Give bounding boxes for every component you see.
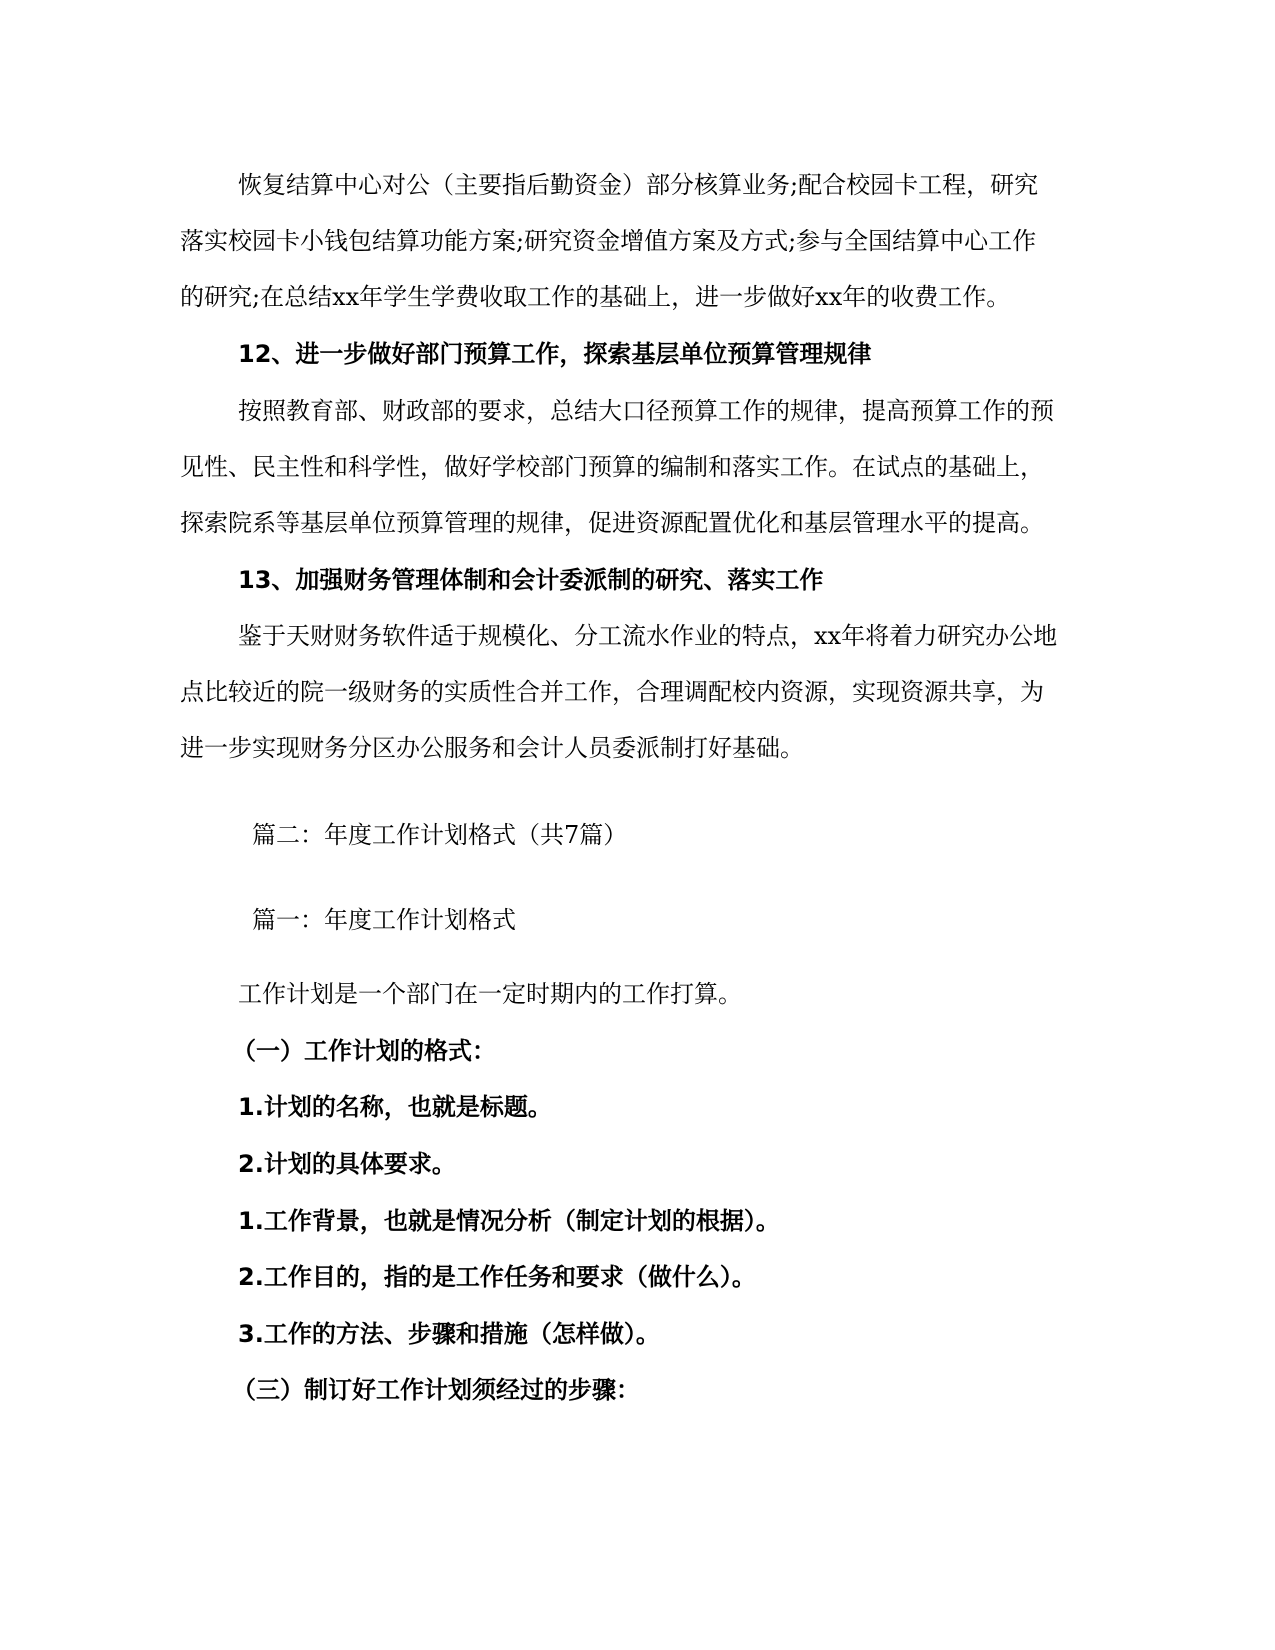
list-item: 1.计划的名称，也就是标题。 (238, 1093, 552, 1121)
paragraph-1-line-3: 的研究;在总结xx年学生学费收取工作的基础上，进一步做好xx年的收费工作。 (180, 283, 1011, 311)
heading-13: 13、加强财务管理体制和会计委派制的研究、落实工作 (238, 566, 824, 594)
heading-12: 12、进一步做好部门预算工作，探索基层单位预算管理规律 (238, 340, 872, 368)
list-item: 1.工作背景，也就是情况分析（制定计划的根据）。 (238, 1207, 780, 1235)
paragraph-1-line-1: 恢复结算中心对公（主要指后勤资金）部分核算业务;配合校园卡工程，研究 (238, 171, 1039, 199)
list-item: 2.工作目的，指的是工作任务和要求（做什么）。 (238, 1263, 756, 1291)
section-title-2: 篇二：年度工作计划格式（共7篇） (252, 821, 628, 849)
list-item: 2.计划的具体要求。 (238, 1150, 456, 1178)
paragraph-1-line-2: 落实校园卡小钱包结算功能方案;研究资金增值方案及方式;参与全国结算中心工作 (180, 227, 1037, 255)
paragraph-3-line-2: 点比较近的院一级财务的实质性合并工作，合理调配校内资源，实现资源共享，为 (180, 678, 1044, 706)
paragraph-2-line-3: 探索院系等基层单位预算管理的规律，促进资源配置优化和基层管理水平的提高。 (180, 509, 1044, 537)
intro-line: 工作计划是一个部门在一定时期内的工作打算。 (238, 980, 742, 1008)
paragraph-3-line-3: 进一步实现财务分区办公服务和会计人员委派制打好基础。 (180, 734, 804, 762)
list-item: （一）工作计划的格式： (232, 1037, 496, 1065)
paragraph-3-line-1: 鉴于天财财务软件适于规模化、分工流水作业的特点，xx年将着力研究办公地 (238, 622, 1058, 650)
section-title-1: 篇一：年度工作计划格式 (252, 906, 516, 934)
list-item: （三）制订好工作计划须经过的步骤： (232, 1376, 640, 1404)
paragraph-2-line-1: 按照教育部、财政部的要求，总结大口径预算工作的规律，提高预算工作的预 (238, 397, 1054, 425)
list-item: 3.工作的方法、步骤和措施（怎样做）。 (238, 1320, 660, 1348)
paragraph-2-line-2: 见性、民主性和科学性，做好学校部门预算的编制和落实工作。在试点的基础上， (180, 453, 1044, 481)
